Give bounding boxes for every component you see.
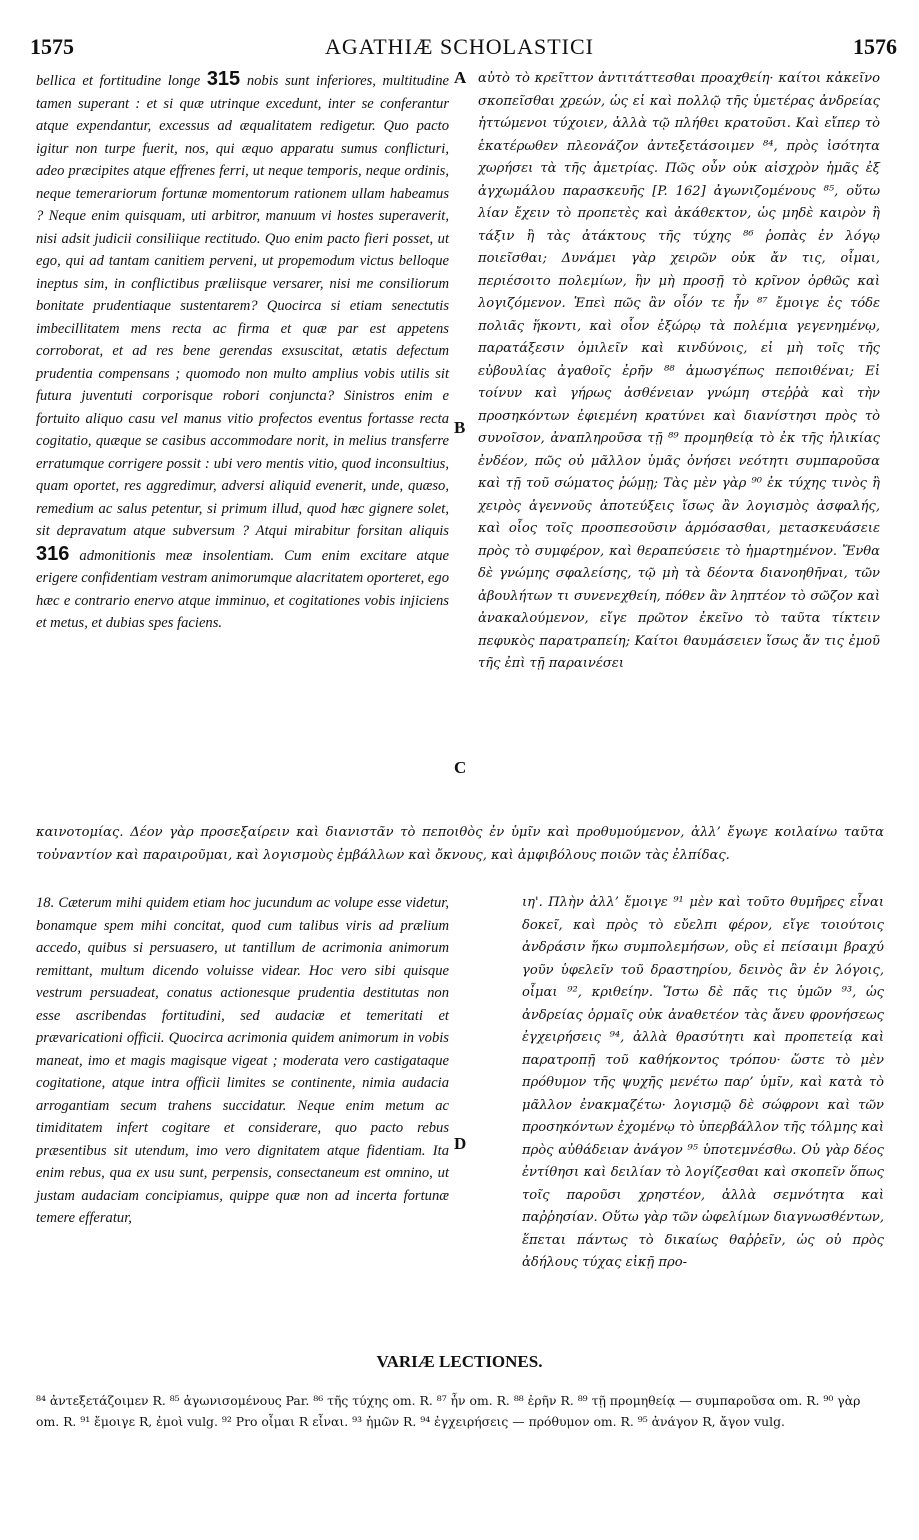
latin-text-part1: bellica et fortitudine longe	[36, 73, 201, 89]
variae-lectiones-title: VARIÆ LECTIONES.	[376, 1352, 543, 1371]
margin-letter-b: B	[454, 418, 466, 437]
greek-column-top: αὐτὸ τὸ κρεῖττον ἀντιτάττεσθαι προαχθείη· καίτοι κἀκεῖνο σκοπεῖσθαι χρεών, ὡς εἰ καὶ πολλῷ τῆς ὑμετέρας ἀνδρείας ἡττώμενοι τύχοιεν, ἀλλὰ τῷ πλήθει κρατοῦσι. Καὶ εἴπερ τὸ ἑκατέρωθεν πλεονάζον ἀντεξετάσοιμεν ⁸⁴, πρὸς ἰσότητα χωρήσει τὰ τῆς ἀμετρίας. Πῶς οὖν οὐκ αἰσχρὸν ἡμᾶς ἐξ ἀγχωμάλου παρασκευῆς [P. 162] ἀγωνιζομένους ⁸⁵, οὕτω λίαν ἔχειν τὸ προπετὲς καὶ ἀκάθεκτον, ὡς μηδὲ καιρὸν ἢ τάξιν ἢ τὰς ἀτάκτους τῆς τύχης ⁸⁶ ῥοπὰς ἐν λόγῳ ποιεῖσθαι; Δυνάμει γὰρ χειρῶν οὐκ ἄν τις, οἶμαι, περιέσοιτο πολεμίων, ἢν μὴ προσῇ τὸ κρῖνον ὀρθῶς καὶ λογιζόμενον. Ἐπεὶ πῶς ἂν οἷόν τε ἦν ⁸⁷ ἔμοιγε ἐς τόδε πολιᾶς ἥκοντι, καὶ οἷον ἐξώρῳ τὰ πολέμια γεγενημένῳ, παρατάξεσιν ὁμιλεῖν καὶ κινδύνοις, εἰ μὴ τοῖς τῆς εὐβουλίας ἀγαθοῖς ἐρῆν ⁸⁸ ἀμωσγέπως πεποιθέναι; Εἰ τοίνυν καὶ γήρως ἀσθένειαν γνώμη στεῤῥὰ καὶ τὴν προσηκόντων ἐφιεμένη κρατύνει καὶ διανίστησι πρὸς τὸ συνοῖσον, ἀναπληροῦσα τῇ ⁸⁹ προμηθείᾳ τὸ ἐκ τῆς ἡλικίας ἐνδέον, πῶς οὐ μᾶλλον ὑμᾶς ὀνήσει νεότητι συμπαροῦσα καὶ τῇ τοῦ σώματος ῥώμῃ; Τὰς μὲν γὰρ ⁹⁰ ἐκ τύχης τινὸς ἢ χειρὸς ἀγεννοῦς ἀποτεύξεις ἴσως ἂν λογισμὸς ἀσφαλής, καὶ οἷος τοῖς προσπεσοῦσιν ἁρμόσασθαι, μετασκευάσειε πρὸς τὸ συμφέρον, καὶ θεραπεύσειε τὸ ἡμαρτημένον. Ἔνθα δὲ γνώμης σφαλείσης, τῷ μὴ τὰ δέοντα διανοηθῆναι, τῶν ἀβουλήτων τι συνενεχθείη, πόθεν ἂν ληπτέον τὸ σῶζον καὶ ἀνακαλούμενον, εἴγε πρῶτον ἐκεῖνο τὸ ταῦτα τίκτειν πεφυκὸς παρατραπείη; Καίτοι θαυμάσειεν ἴσως ἄν τις ἐμοῦ τῆς ἐπὶ τῇ παραινέσει	[478, 71, 880, 671]
latin-column-bottom: 18. Cæterum mihi quidem etiam hoc jucundum ac volupe esse videtur, bonamque spem mihi concitat, quod cum talibus viris ad prælium accedo, quibus si persuasero, ut tantillum de acrimonia animorum remittant, multum dicendo voluisse videar. Hoc vero sibi quisque vestrum persuadeat, conatus actionesque prudentia destitutas non esse ascribendas fortitudini, sed audaciæ et temeritati et prævaricationi officii. Quocirca acrimonia quidem animorum in vobis maneat, imo et magis magisque vigeat ; moderata vero castigataque cogitatione, atque intra officii limites se continente, nimia audacia arrogantiam secum trahens succidatur. Neque enim metum ac timiditatem infert cogitare et considerare, quo pacto rebus præsentibus sit utendum, imo vero dignitatem atque fidentiam. Ita enim rebus, qua ex usu sunt, perpensis, consectaneum est omnino, ut justam audaciam concipiamus, quippe quæ non ad incerta fortunæ temere efferatur,	[36, 895, 449, 1226]
variae-lectiones-notes: ⁸⁴ ἀντεξετάζοιμεν R. ⁸⁵ ἀγωνισομένους Par. ⁸⁶ τῆς τύχης om. R. ⁸⁷ ἦν om. R. ⁸⁸ ἐρῆν R. ⁸⁹ τῇ προμηθείᾳ — συμπαροῦσα om. R. ⁹⁰ γὰρ om. R. ⁹¹ ἔμοιγε R, ἐμοὶ vulg. ⁹² Pro οἶμαι R εἶναι. ⁹³ ἡμῶν R. ⁹⁴ ἐγχειρήσεις — πρόθυμον om. R. ⁹⁵ ἀνάγον R, ἄγον vulg.	[36, 1393, 861, 1429]
greek-full-width-passage: καινοτομίας. Δέον γὰρ προσεξαίρειν καὶ διανιστᾶν τὸ πεποιθὸς ἐν ὑμῖν καὶ προθυμούμενον, ἀλλ’ ἔγωγε κοιλαίνω ταῦτα τοὐναντίον καὶ παραιροῦμαι, καὶ λογισμοὺς ἐμβάλλων καὶ ὄκνους, καὶ ἀμφιβόλους ποιῶν τὰς ἐλπίδας.	[36, 825, 884, 863]
margin-letter-c: C	[454, 758, 467, 777]
latin-text-part3: admonitionis meæ insolentiam. Cum enim excitare atque erigere confidentiam vestram animorumque alacritatem oporteret, ego hæc e contrario enervo atque imminuo, et cogitationes vobis injiciens et metus, et dubias spes faciens.	[36, 547, 449, 631]
latin-text-part2: nobis sunt inferiores, multitudine tamen superant : et si quæ utrinque excedunt, inter se conferantur atque expendantur, excessus ad æqualitatem redigetur. Quo pacto igitur non turpe fuerit, nos, qui æquo apparatu sumus conflicturi, adeo præcipites atque effrenes ferri, ut neque temporis, neque ordinis, neque temerariorum fortunæ momentorum rationem ullam habeamus ? Neque enim quisquam, uti arbitror, manuum vi hostes superaverit, nisi adsit judicii consiliique rectitudo. Quo enim pacto fieri posset, ut ego, qui ad tantam canitiem perveni, ut propemodum victus belloque ineptus sim, in conflictibus præliisque versarer, nisi me consiliorum bonitate prudentiaque sustentarem? Quocirca si etiam senectutis imbecillitatem mens recta ac firma et quæ par est appetens corroborat, et ad res bene gerendas exsuscitat, ætatis defectum prudentia compensans ; quomodo non multo amplius vobis utilis sit futura juventuti corporisque robori conjuncta? Sinistros enim e fortuito aliquo casu vel manus vitio profectos eventus fortasse recta cogitatio, quæque se casibus accommodare norit, in melius transferre erratumque corrigere possit : ubi vero mentis vitio, quod inconsultius, quam oportet, res aggredimur, adversi aliquid evenerit, unde, quæso, remedium ac salus petentur, si primum illud, quod hæc gignere solet, sit depravatum atque subversum ? Atqui mirabitur forsitan aliquis	[36, 73, 450, 539]
page-number-right: 1576	[853, 34, 897, 59]
running-title: AGATHIÆ SCHOLASTICI	[325, 34, 594, 59]
margin-letter-a: A	[454, 68, 467, 87]
page-number-left: 1575	[30, 34, 74, 59]
margin-letter-d: D	[454, 1134, 467, 1153]
latin-column-top	[36, 68, 449, 635]
section-number-316: 316	[36, 542, 70, 565]
section-number-315: 315	[206, 68, 241, 90]
greek-column-bottom: ιη'. Πλὴν ἀλλ’ ἔμοιγε ⁹¹ μὲν καὶ τοῦτο θυμῆρες εἶναι δοκεῖ, καὶ πρὸς τὸ εὔελπι φέρον, εἴγε τοιούτοις ἀνδράσιν ἥκω συμπολεμήσων, οὓς εἰ πείσαιμι βραχύ γοῦν ὑφελεῖν τοῦ δραστηρίου, δεινὸς ἂν ἐν λόγοις, οἶμαι ⁹², κριθείην. Ἴστω δὲ πᾶς τις ὑμῶν ⁹³, ὡς ἀνδρείας ὁρμαῖς οὐκ ἀναθετέον τὰς ἄνευ φρονήσεως ἐγχειρήσεις ⁹⁴, ἀλλὰ θρασύτητι καὶ προπετείᾳ καὶ παρατροπῇ τοῦ καθήκοντος τρόπου· ὥστε τὸ μὲν πρόθυμον τῆς ψυχῆς μενέτω παρ’ ὑμῖν, καὶ κατὰ τὸ μᾶλλον ἐνακμαζέτω· λογισμῷ δὲ σώφρονι καὶ τῶν προσηκόντων ἐχομένῳ τὸ ὑπερβάλλον τῆς τόλμης καὶ πρὸς αὐθάδειαν ἀνάγον ⁹⁵ ὑποτεμνέσθω. Οὐ γὰρ δέος ἐντίθησι καὶ δειλίαν τὸ λογίζεσθαι καὶ σκοπεῖν ὅπως τοῖς παροῦσι χρηστέον, ἀλλὰ σεμνότητα καὶ παῤῥησίαν. Οὕτω γὰρ τῶν ὠφελίμων διαγνωσθέντων, ἕπεται πάντως τὸ δικαίως θαῤῥεῖν, ὡς οὐ πρὸς ἀδήλους τύχας εἰκῇ προ-	[522, 895, 884, 1270]
